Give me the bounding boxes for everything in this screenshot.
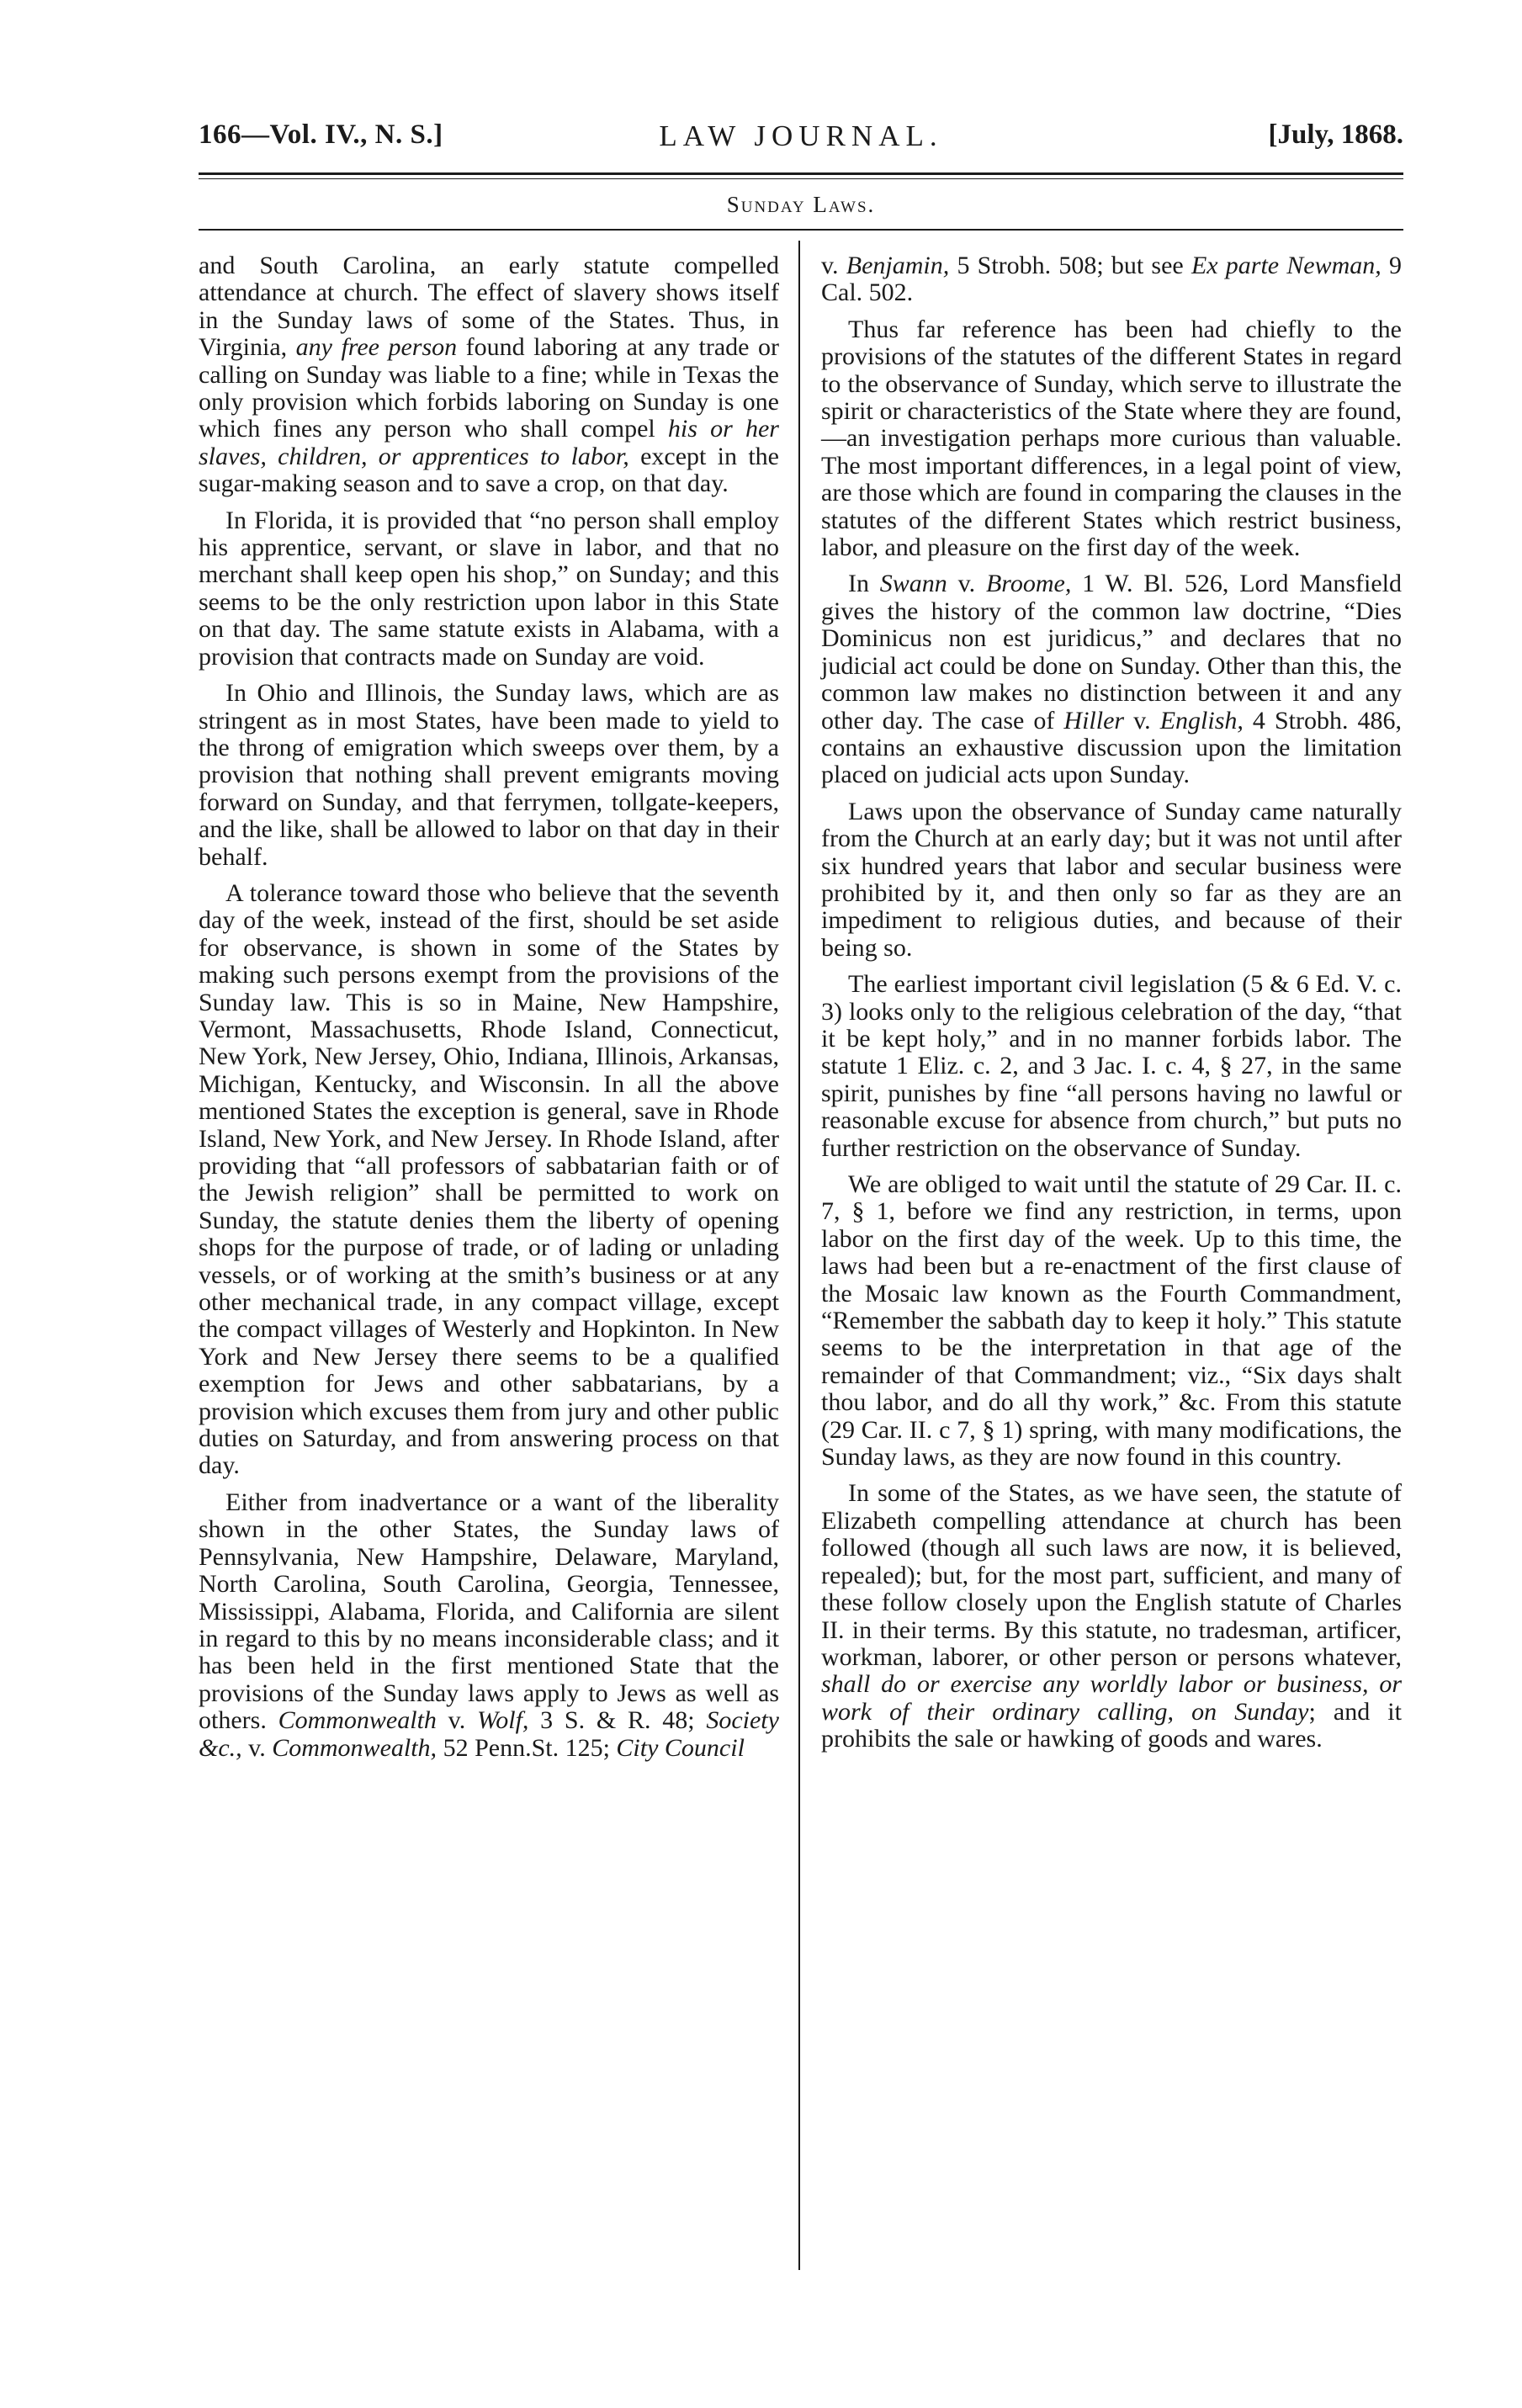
text-run: v. [241,1733,273,1762]
italic-text: his or her slaves, children, or apprentices to labor, [199,415,779,470]
text-run: found laboring at any trade or calling on Sunday was liable to a fine; while in Texas the only provision which forbids laboring on Sunday is one which fines any person who shall compel [199,333,779,443]
right-column [821,252,1402,1763]
italic-text: English, [1159,706,1244,735]
page-header [199,119,1403,160]
text-run: v. [1124,706,1160,735]
column-divider [798,241,800,2270]
italic-text: Benjamin, [846,252,950,279]
italic-text: any free person [295,333,458,362]
text-run: except in the sugar-making season and to save a crop, on that day. [199,442,779,498]
text-run: We are obliged to wait until the statute of 29 Car. II. c. 7, § 1, before we find any restriction, in terms, upon labor on the first day of the week. Up to this time, the laws had been but a re-enactment of the first clause of the Mosaic law known as the Fourth Commandment, “Remember the sabbath day to keep it holy.” This statute seems to be the interpretation in that age of the remainder of that Commandment; viz., “Six days shalt thou labor, and do all thy work,” &c. From this statute (29 Car. II. c 7, § 1) spring, with many modifications, the Sunday laws, as they are now found in this country. [821,1170,1402,1472]
text-run: 5 Strobh. 508; but see [949,252,1191,279]
section-rule [199,229,1403,231]
text-run: v. [947,570,986,598]
text-run: and South Carolina, an early statute compelled attendance at church. The effect of slavery shows itself in the Sunday laws of some of the States. Thus, in Virginia, [199,252,779,362]
text-run: Thus far reference has been had chiefly to the provisions of the statutes of the different States in regard to the observance of Sunday, which serve to illustrate the spirit or characteristics of the State where they are found,—an investigation perhaps more curious than valuable. The most important differences, in a legal point of view, are those which are found in comparing the clauses in the statutes of the different States which restrict business, labor, and pleasure on the first day of the week. [821,315,1402,562]
paragraph [199,680,779,871]
italic-text: Hiller [1063,706,1125,735]
paragraph [821,252,1402,307]
running-head: Sunday Laws. [726,192,876,217]
text-run: 4 Strobh. 486, contains an exhaustive discussion upon the limitation placed on judicial acts upon Sunday. [821,706,1402,789]
text-run: The earliest important civil legislation (5 & 6 Ed. V. c. 3) looks only to the religious celebration of the day, “that it be kept holy,” and in no manner forbids labor. The statute 1 Eliz. c. 2, and 3 Jac. I. c. 4, § 27, in the same spirit, punishes by fine “all persons having no lawful or reasonable excuse for absence from church,” but puts no further restriction on the observance of Sunday. [821,970,1402,1162]
text-run: 9 Cal. 502. [821,252,1403,307]
italic-text: Broome, [985,570,1072,598]
text-run: Laws upon the observance of Sunday came naturally from the Church at an early day; but it was not until after six hundred years that labor and secular business were prohibited by it, and then only so far as they are an impediment to religious duties, and because of their being so. [821,797,1402,962]
italic-text: Society &c., [199,1706,779,1762]
text-run: In some of the States, as we have seen, the statute of Elizabeth compelling attendance at church has been followed (though all such laws are now, it is believed, repealed); but, for the most part, sufficient, and many of these follow closely upon the English statute of Charles II. in their terms. By this statute, no tradesman, artificer, workman, laborer, or other person or persons whatever, [821,1479,1402,1671]
text-run: 1 W. Bl. 526, Lord Mansfield gives the history of the common law doctrine, “Dies Dominicus non est juridicus,” and declares that no judicial act could be done on Sunday. Other than this, the common law makes no distinction between it and any other day. The case of [821,570,1402,735]
text-run: In Florida, it is provided that “no person shall employ his apprentice, servant, or slave in labor, and that no merchant shall keep open his shop,” on Sunday; and this seems to be the only restriction upon labor in this State on that day. The same statute exists in Alabama, with a provision that contracts made on Sunday are void. [199,506,779,671]
paragraph [821,1171,1402,1471]
header-rule-thin [199,178,1403,179]
paragraph [821,971,1402,1162]
paragraph [199,1489,779,1762]
paragraph [199,880,779,1480]
text-run: 52 Penn.St. 125; [437,1733,617,1762]
header-rule-thick [199,172,1403,175]
text-run: v. [436,1706,477,1735]
italic-text: City Council [616,1733,745,1762]
italic-text: Commonwealth, [272,1733,438,1762]
italic-text: Wolf, [477,1706,529,1735]
text-run: 3 S. & R. 48; [528,1706,707,1735]
italic-text: Commonwealth [278,1706,437,1735]
paragraph [199,507,779,671]
paragraph [821,1480,1402,1753]
paragraph [199,252,779,498]
text-run: Either from inadvertance or a want of the liberality shown in the other States, the Sunday laws of Pennsylvania, New Hampshire, Delaware, Maryland, North Carolina, South Carolina, Georgia, Tennessee, Mississippi, Alabama, Florida, and California are silent in regard to this by no means inconsiderable class; and it has been held in the first mentioned State that the provisions of the Sunday laws apply to Jews as well as others. [199,1488,779,1735]
paragraph [821,316,1402,562]
text-run: ; and it prohibits the sale or hawking of goods and wares. [821,1697,1402,1753]
text-run: In Ohio and Illinois, the Sunday laws, which are as stringent as in most States, have been made to yield to the throng of emigration which sweeps over them, by a provision that nothing shall prevent emigrants moving forward on Sunday, and that ferrymen, tollgate-keepers, and the like, shall be allowed to labor on that day in their behalf. [199,679,779,871]
header-date: [July, 1868. [1268,119,1403,150]
left-column [199,252,779,1771]
text-run: In [848,570,880,598]
journal-title: LAW JOURNAL. [659,119,943,152]
text-run: v. [821,252,846,279]
paragraph [821,798,1402,962]
text-run: A tolerance toward those who believe that the seventh day of the week, instead of the first, should be set aside for observance, is shown in some of the States by making such persons exempt from the provisions of the Sunday law. This is so in Maine, New Hampshire, Vermont, Massachusetts, Rhode Island, Connecticut, New York, New Jersey, Ohio, Indiana, Illinois, Arkansas, Michigan, Kentucky, and Wisconsin. In all the above mentioned States the exception is general, save in Rhode Island, New York, and New Jersey. In Rhode Island, after providing that “all professors of sabbatarian faith or of the Jewish religion” shall be permitted to work on Sunday, the statute denies them the liberty of opening shops for the purpose of trade, or of lading or unlading vessels, or of working at the smith’s business or at any other mechanical trade, in any compact village, except the compact villages of Westerly and Hopkinton. In New York and New Jersey there seems to be a qualified exemption for Jews and other sabbatarians, by a provision which excuses them from jury and other public duties on Saturday, and from answering process on that day. [199,878,779,1480]
italic-text: Swann [879,570,947,598]
header-volume: 166—Vol. IV., N. S.] [199,119,443,150]
italic-text: shall do or exercise any worldly labor or business, or work of their ordinary calling, on Sunday [821,1670,1402,1726]
paragraph [821,570,1402,788]
italic-text: Ex parte Newman, [1191,252,1381,279]
